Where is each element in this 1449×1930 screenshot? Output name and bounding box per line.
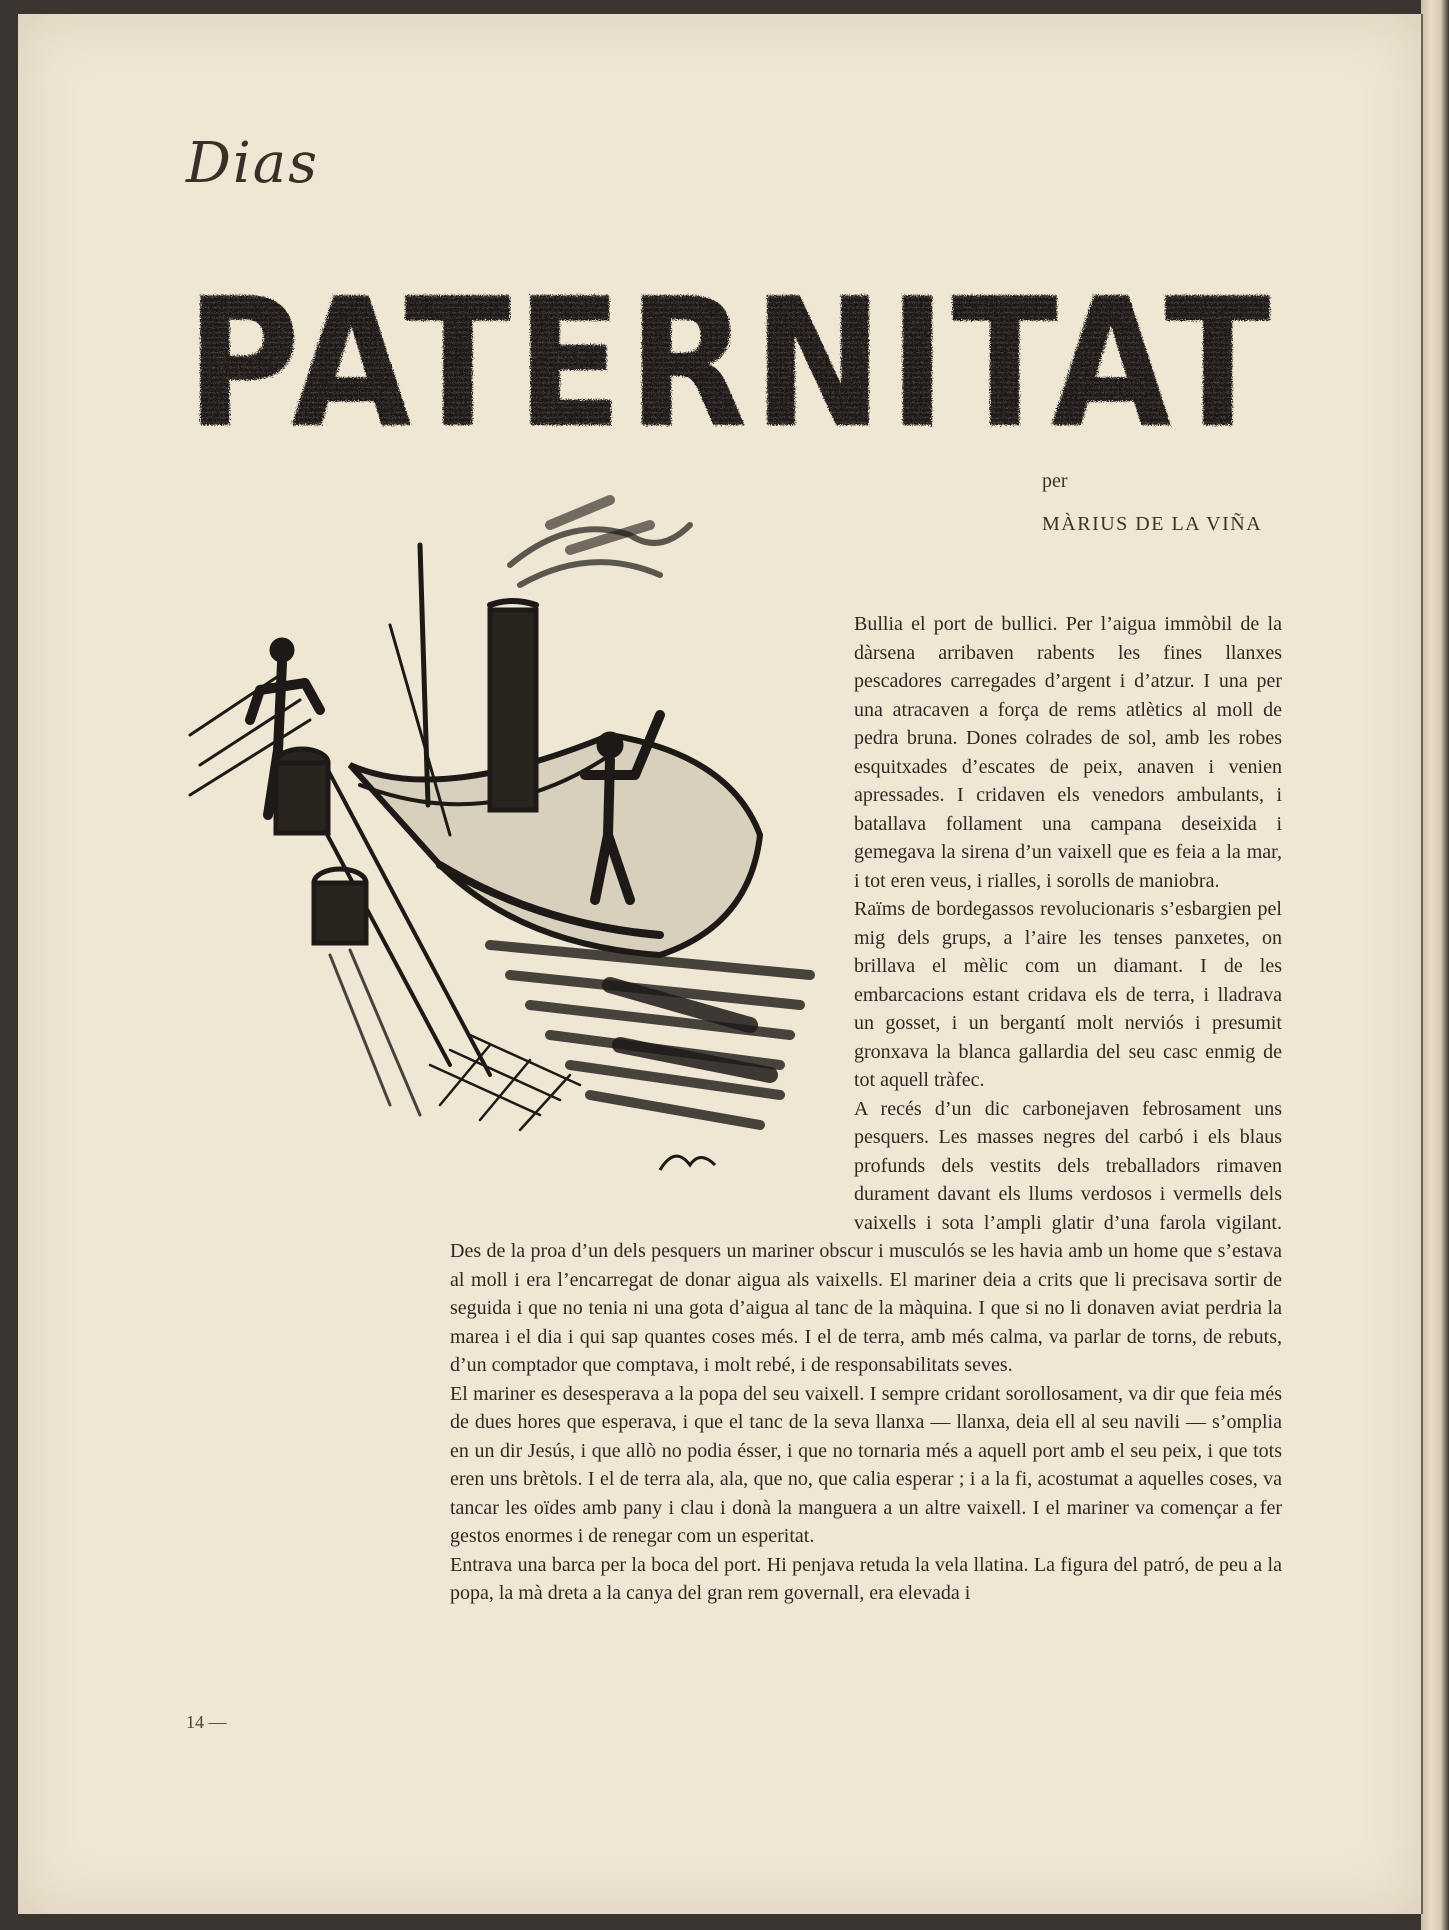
article-title-text: PATERNITAT xyxy=(186,260,1276,467)
illustration-text-wrap xyxy=(450,610,854,1215)
article-body xyxy=(450,610,1282,1608)
handwritten-title-text: Dias xyxy=(186,131,319,196)
paragraph: A recés d’un dic carbonejaven febrosament uns pesquers. Les masses negres del carbó i els blaus profunds dels vestits dels treballadors rimaven durament davant els llums verdosos i vermells dels vaixells i sota l’ampli glatir d’una farola vigilant. Des de la proa d’un dels pesquers un mariner obscur i musculós se les havia amb un home que s’estava al moll i era l’encarregat de donar aigua als vaixells. El mariner deia a crits que li precisava sortir de seguida i que no tenia ni una gota d’aigua al tanc de la màquina. I que si no li donaven aviat perdria la marea i el dia i qui sap quantes coses més. I el de terra, amb més calma, va parlar de torns, de rebuts, d’un comptador que comptava, i molt rebé, i de responsabilitats seves. xyxy=(450,1097,1282,1376)
adjacent-page-edge xyxy=(1421,0,1449,1930)
paragraph: El mariner es desesperava a la popa del seu vaixell. I sempre cridant sorollosament, va dir que feia més de dues hores que esperava, i que el tanc de la seva llanxa — llanxa, deia ell al seu navili — s’omplia en un dir Jesús, i que allò no podia ésser, i que no tornaria més a aquell port amb el seu peix, i que tots eren uns brètols. I el de terra ala, ala, que no, que calia esperar ; i a la fi, acostumat a aquelles coses, va tancar les oïdes amb pany i clau i donà la manguera a un altre vaixell. I el mariner va començar a fer gestos enormes i de renegar com un esperitat. xyxy=(450,1382,1282,1547)
author-name: MÀRIUS DE LA VIÑA xyxy=(1042,513,1263,535)
handwritten-title xyxy=(186,120,386,210)
paragraph: Bullia el port de bullici. Per l’aigua immòbil de la dàrsena arribaven rabents les fines llanxes pescadores carregades d’argent i d’atzur. I una per una atracaven a força de rems atlètics al moll de pedra bruna. Dones colrades de sol, amb les robes esquitxades d’escates de peix, anaven i venien apressades. I cridaven els venedors ambulants, i batallava follament una campana deseixida i gemegava la sirena d’un vaixell que es feia a la mar, i tot eren veus, i rialles, i sorolls de maniobra. xyxy=(854,613,1282,892)
article-title xyxy=(176,255,1286,467)
paragraph: Entrava una barca per la boca del port. Hi penjava retuda la vela llatina. La figura del patró, de peu a la popa, la mà dreta a la canya del gran rem governall, era elevada i xyxy=(450,1553,1282,1604)
byline-per: per xyxy=(1042,470,1068,492)
paragraph: Raïms de bordegassos revolucionaris s’esbargien pel mig dels grups, a l’aire les tenses panxetes, on brillava el mèlic com un diamant. I de les embarcacions estant cridava els de terra, i lladrava un gosset, i un bergantí molt nerviós i presumit gronxava la blanca gallardia del seu casc enmig de tot aquell tràfec. xyxy=(854,898,1282,1091)
page-fold xyxy=(1421,14,1423,1914)
page-number: 14 — xyxy=(186,1712,227,1732)
